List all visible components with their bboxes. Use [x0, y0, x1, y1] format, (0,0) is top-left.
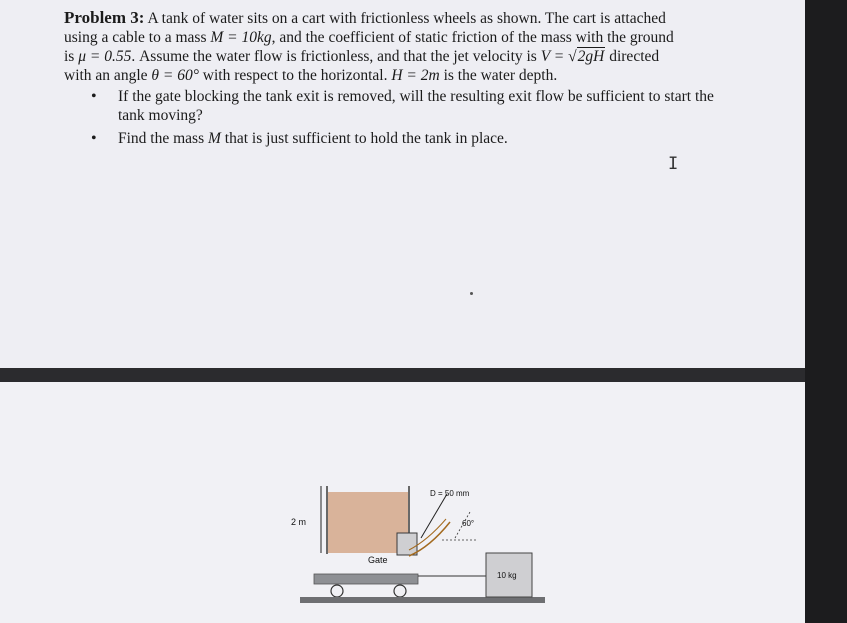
problem-line-4a: with an angle	[64, 67, 152, 84]
angle-label: 60°	[462, 519, 475, 528]
problem-line-1: A tank of water sits on a cart with frictionless wheels as shown. The cart is attached	[144, 10, 666, 27]
question-list	[64, 87, 724, 148]
question-2-mass: M	[208, 130, 221, 147]
problem-line-4c: is the water depth.	[439, 67, 558, 84]
problem-statement	[64, 8, 724, 152]
gate-label: Gate	[368, 555, 388, 565]
cart-platform	[314, 574, 418, 584]
diameter-label: D = 50 mm	[430, 489, 470, 498]
problem-line-4b: with respect to the horizontal.	[198, 67, 392, 84]
dust-speck	[470, 292, 473, 295]
mu-expression: μ = 0.55	[78, 48, 132, 65]
question-2-text-a: Find the mass	[118, 130, 208, 147]
ground-line	[300, 597, 545, 603]
problem-title: Problem 3:	[64, 8, 145, 27]
gate	[397, 533, 417, 555]
velocity-sqrt: 2gH	[577, 48, 605, 65]
right-margin-strip	[805, 0, 847, 623]
cart-wheel-left	[331, 585, 343, 597]
problem-page-bottom	[0, 382, 805, 623]
cart-wheel-right	[394, 585, 406, 597]
tank-cart-figure	[0, 382, 805, 623]
theta-expression: θ = 60°	[151, 67, 199, 84]
problem-line-2: using a cable to a mass	[64, 29, 211, 46]
depth-expression: H = 2m	[391, 67, 440, 84]
question-2	[64, 129, 724, 148]
mass-expression: M = 10kg	[210, 29, 272, 46]
velocity-expression: V =	[540, 48, 569, 65]
question-2-text-b: that is just sufficient to hold the tank in place.	[220, 130, 508, 147]
problem-line-3c: directed	[605, 48, 660, 65]
mass-label: 10 kg	[497, 571, 517, 580]
page-divider	[0, 368, 805, 382]
problem-line-3a: is	[64, 48, 79, 65]
problem-paragraph: Problem 3: A tank of water sits on a cart with frictionless wheels as shown. The cart is attached using a cable to a mass M = 10kg, and the coefficient of static friction of the mass with the ground is μ = 0.55. Assume the water flow is frictionless, and that the jet velocity is V = √2gH directed with an angle θ = 60° with respect to the horizontal. H = 2m is the water depth.	[64, 8, 674, 84]
problem-line-3b: . Assume the water flow is frictionless, and that the jet velocity is	[131, 48, 541, 65]
depth-label: 2 m	[291, 517, 307, 527]
question-1-text: If the gate blocking the tank exit is removed, will the resulting exit flow be sufficient to start the tank moving?	[118, 88, 714, 124]
problem-line-2b: , and the coefficient of static friction of the mass with the ground	[271, 29, 674, 46]
question-1	[64, 87, 724, 125]
text-cursor-icon: I	[668, 154, 679, 174]
tank-water	[328, 492, 408, 553]
